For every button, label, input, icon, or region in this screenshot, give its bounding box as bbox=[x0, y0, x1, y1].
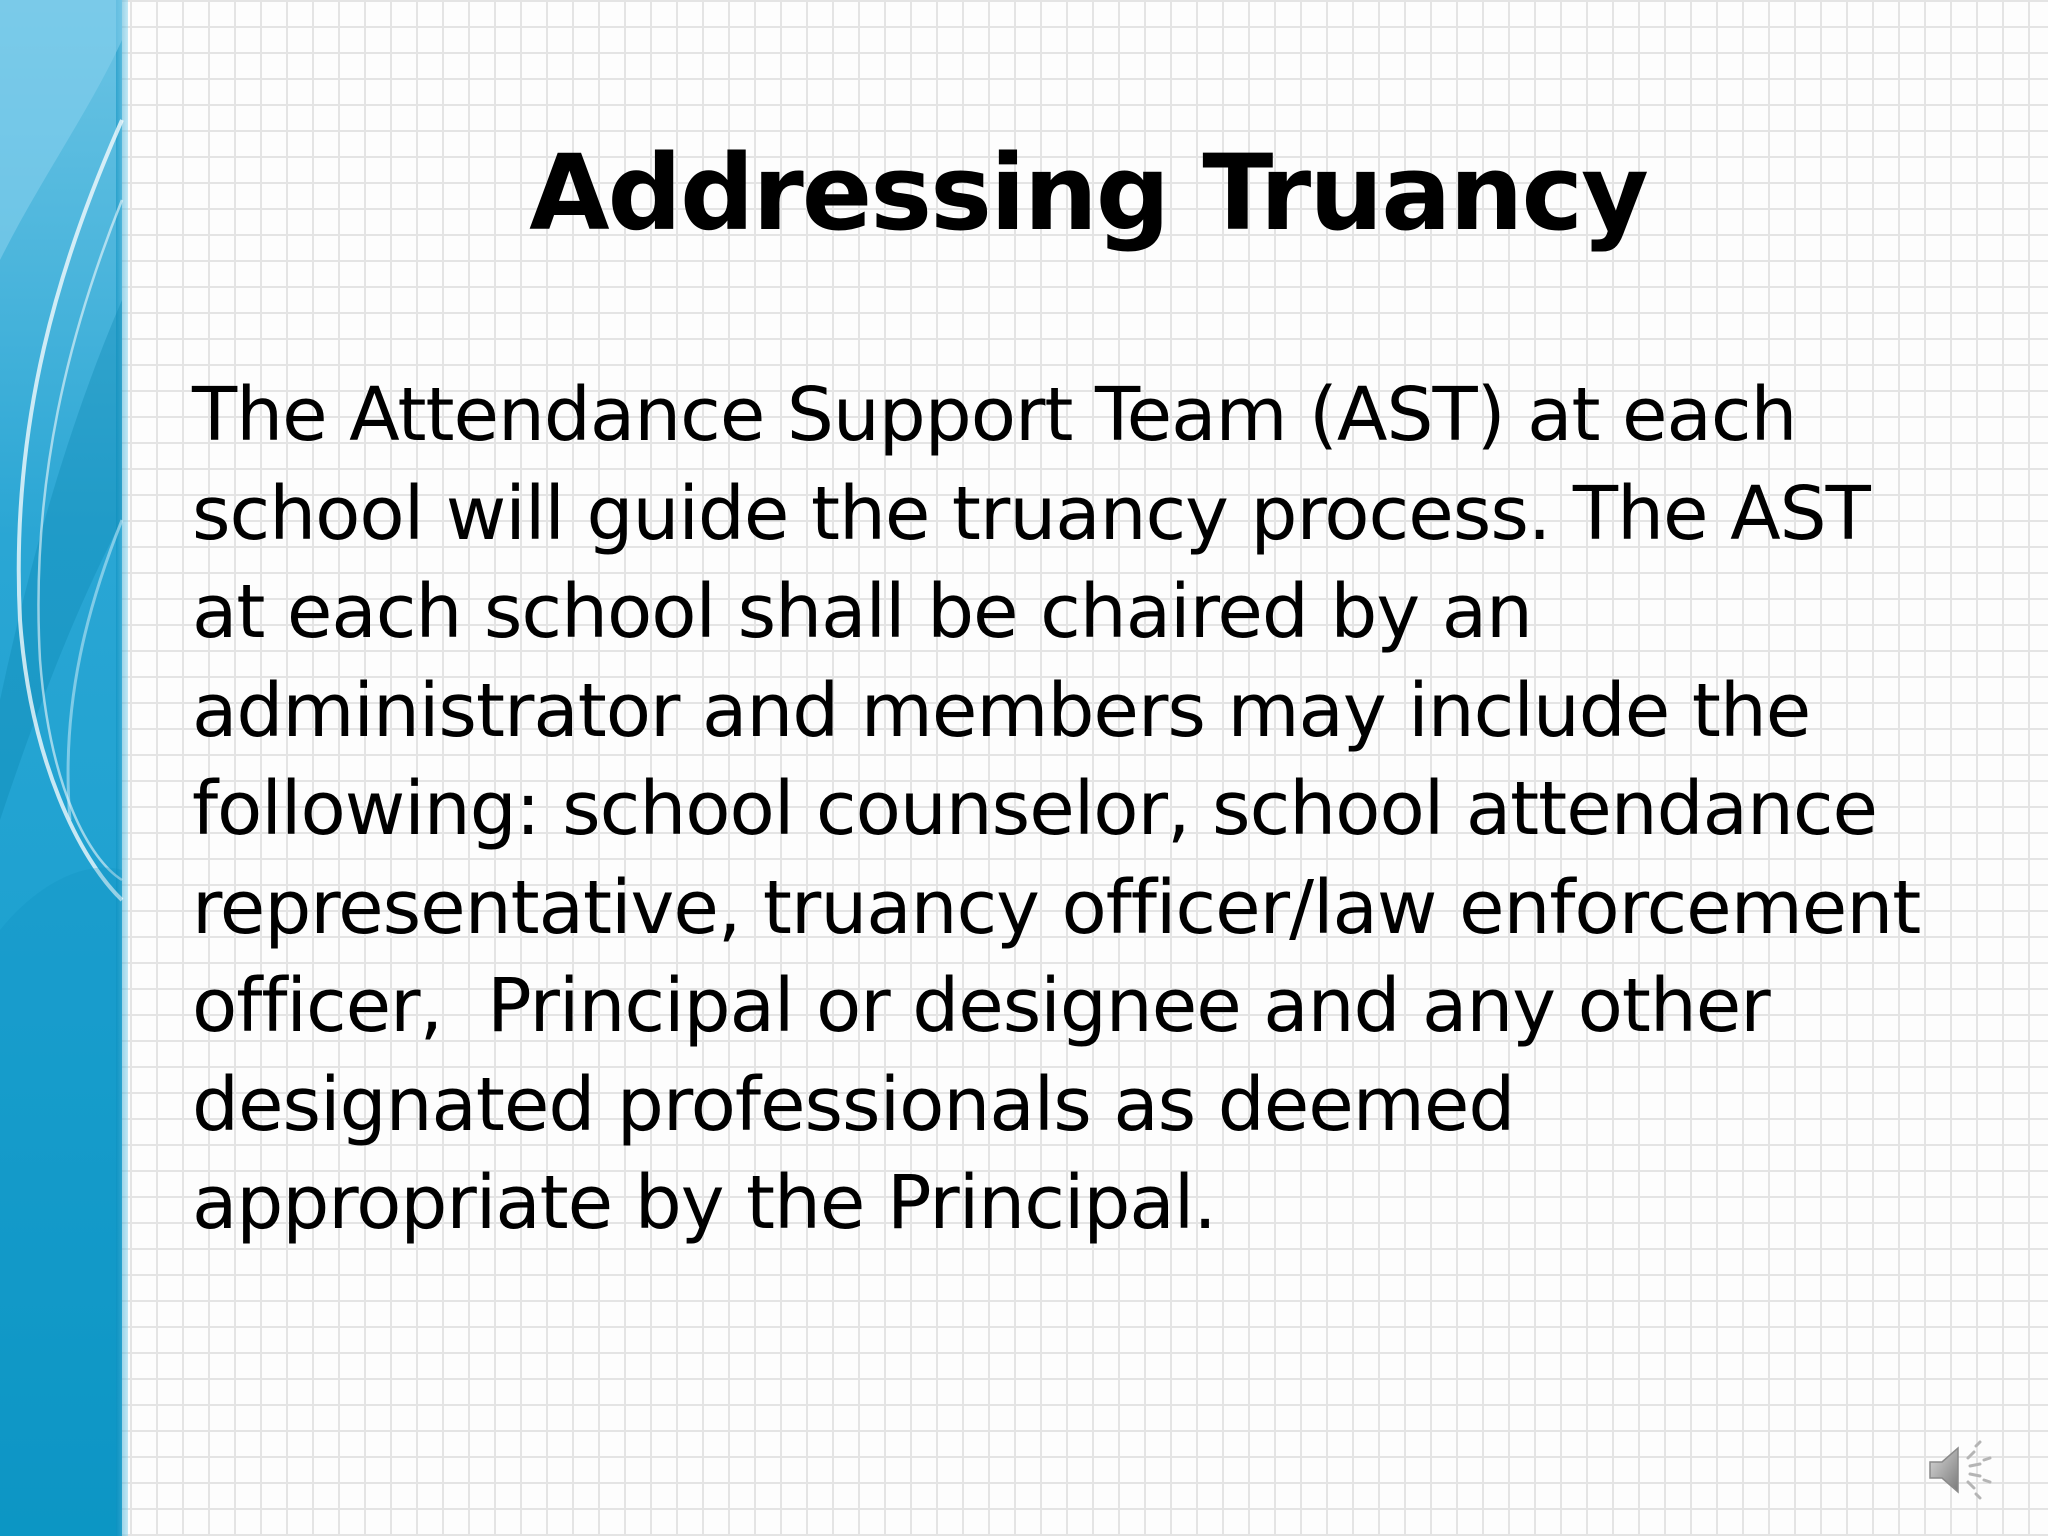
body-line: representative, truancy officer/law enforcement bbox=[192, 864, 1921, 951]
body-line: at each school shall be chaired by an bbox=[192, 569, 1532, 655]
body-line: following: school counselor, school attendance bbox=[192, 766, 1878, 852]
decorative-side-band bbox=[0, 0, 128, 1536]
slide-body bbox=[192, 366, 2012, 1253]
body-line: school will guide the truancy process. The AST bbox=[192, 470, 1870, 557]
body-line: officer, Principal or designee and any other bbox=[192, 963, 1770, 1049]
body-line: administrator and members may include the bbox=[192, 667, 1811, 754]
body-line: designated professionals as deemed bbox=[192, 1061, 1515, 1148]
speaker-icon[interactable] bbox=[1926, 1440, 1996, 1500]
body-line: appropriate by the Principal. bbox=[192, 1160, 1216, 1246]
body-line: The Attendance Support Team (AST) at each bbox=[192, 372, 1797, 458]
slide-title: Addressing Truancy bbox=[529, 132, 1647, 254]
wave-decoration bbox=[0, 0, 128, 1536]
